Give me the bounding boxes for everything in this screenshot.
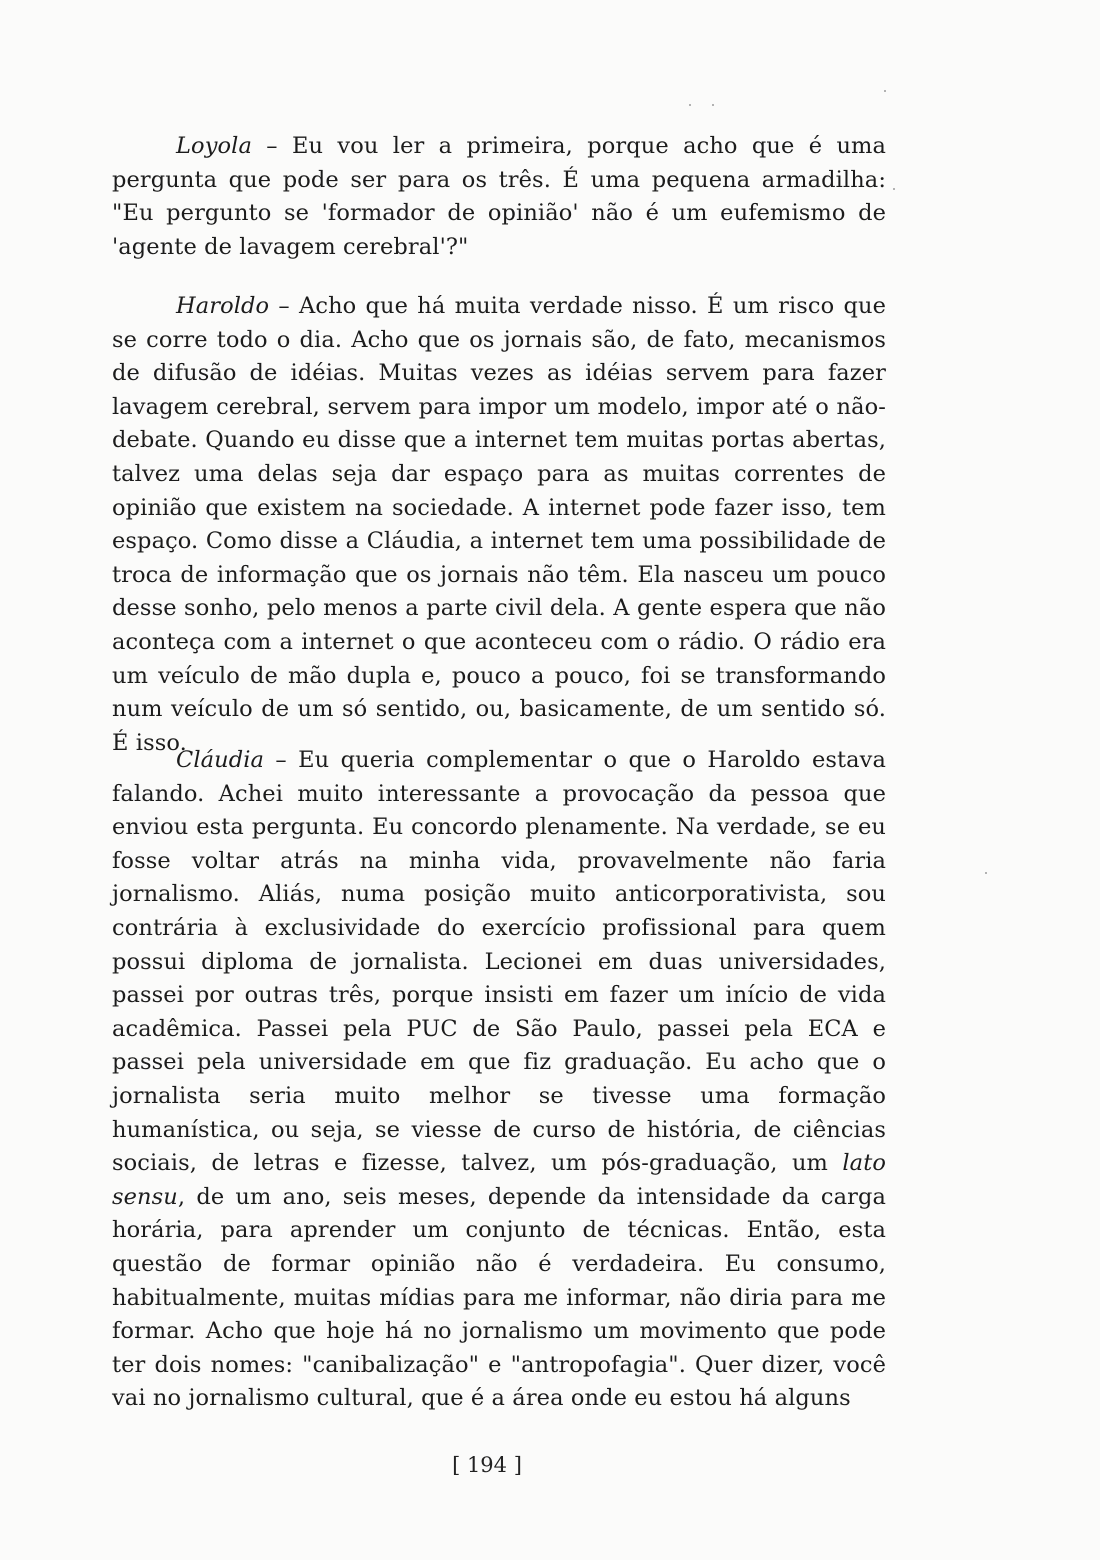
latin-term: lato sensu xyxy=(112,1150,886,1210)
paragraph-text: – Eu vou ler a primeira, porque acho que é uma pergunta que pode ser para os três. É uma pequena armadilha: "Eu pergunto se 'formador de opinião' não é um eufemismo de 'agente de lavagem cerebral'?" xyxy=(112,133,886,260)
paragraph-text: – Acho que há muita verdade nisso. É um risco que se corre todo o dia. Acho que os jornais são, de fato, mecanismos de difusão de idéias. Muitas vezes as idéias servem para fazer lavagem cerebral, servem para impor um modelo, impor até o não-debate. Quando eu disse que a internet tem muitas portas abertas, talvez uma delas seja dar espaço para as muitas correntes de opinião que existem na sociedade. A internet pode fazer isso, tem espaço. Como disse a Cláudia, a internet tem uma possibilidade de troca de informação que os jornais não têm. Ela nasceu um pouco desse sonho, pelo menos a parte civil dela. A gente espera que não aconteça com a internet o que aconteceu com o rádio. O rádio era um veículo de mão dupla e, pouco a pouco, foi se transformando num veículo de um só sentido, ou, basicamente, de um sentido só. É isso. xyxy=(112,293,886,756)
paragraph-haroldo xyxy=(112,290,886,760)
paragraph-text: – Eu queria complementar o que o Haroldo estava falando. Achei muito interessante a provocação da pessoa que enviou esta pergunta. Eu concordo plenamente. Na verdade, se eu fosse voltar atrás na minha vida, provavelmente não faria jornalismo. Aliás, numa posição muito anticorporativista, sou contrária à exclusividade do exercício profissional para quem possui diploma de jornalista. Lecionei em duas universidades, passei por outras três, porque insisti em fazer um início de vida acadêmica. Passei pela PUC de São Paulo, passei pela ECA e passei pela universidade em que fiz graduação. Eu acho que o jornalista seria muito melhor se tivesse uma formação humanística, ou seja, se viesse de curso de história, de ciências sociais, de letras e fizesse, talvez, um pós-graduação, um xyxy=(112,747,886,1177)
page-number: [ 194 ] xyxy=(452,1453,522,1477)
speaker-name: Cláudia xyxy=(176,747,265,773)
scan-speck xyxy=(985,872,987,874)
scan-speck xyxy=(893,188,895,190)
paragraph-text-continued: , de um ano, seis meses, depende da intensidade da carga horária, para aprender um conjunto de técnicas. Então, esta questão de formar opinião não é verdadeira. Eu consumo, habitualmente, muitas mídias para me informar, não diria para me formar. Acho que hoje há no jornalismo um movimento que pode ter dois nomes: "canibalização" e "antropofagia". Quer dizer, você vai no jornalismo cultural, que é a área onde eu estou há alguns xyxy=(112,1183,886,1412)
speaker-name: Haroldo xyxy=(176,293,270,319)
scan-speck xyxy=(712,104,714,106)
scan-speck xyxy=(884,90,886,92)
paragraph-claudia xyxy=(112,744,886,1416)
paragraph-loyola xyxy=(112,130,886,264)
scan-speck xyxy=(689,104,691,106)
speaker-name: Loyola xyxy=(176,133,252,159)
